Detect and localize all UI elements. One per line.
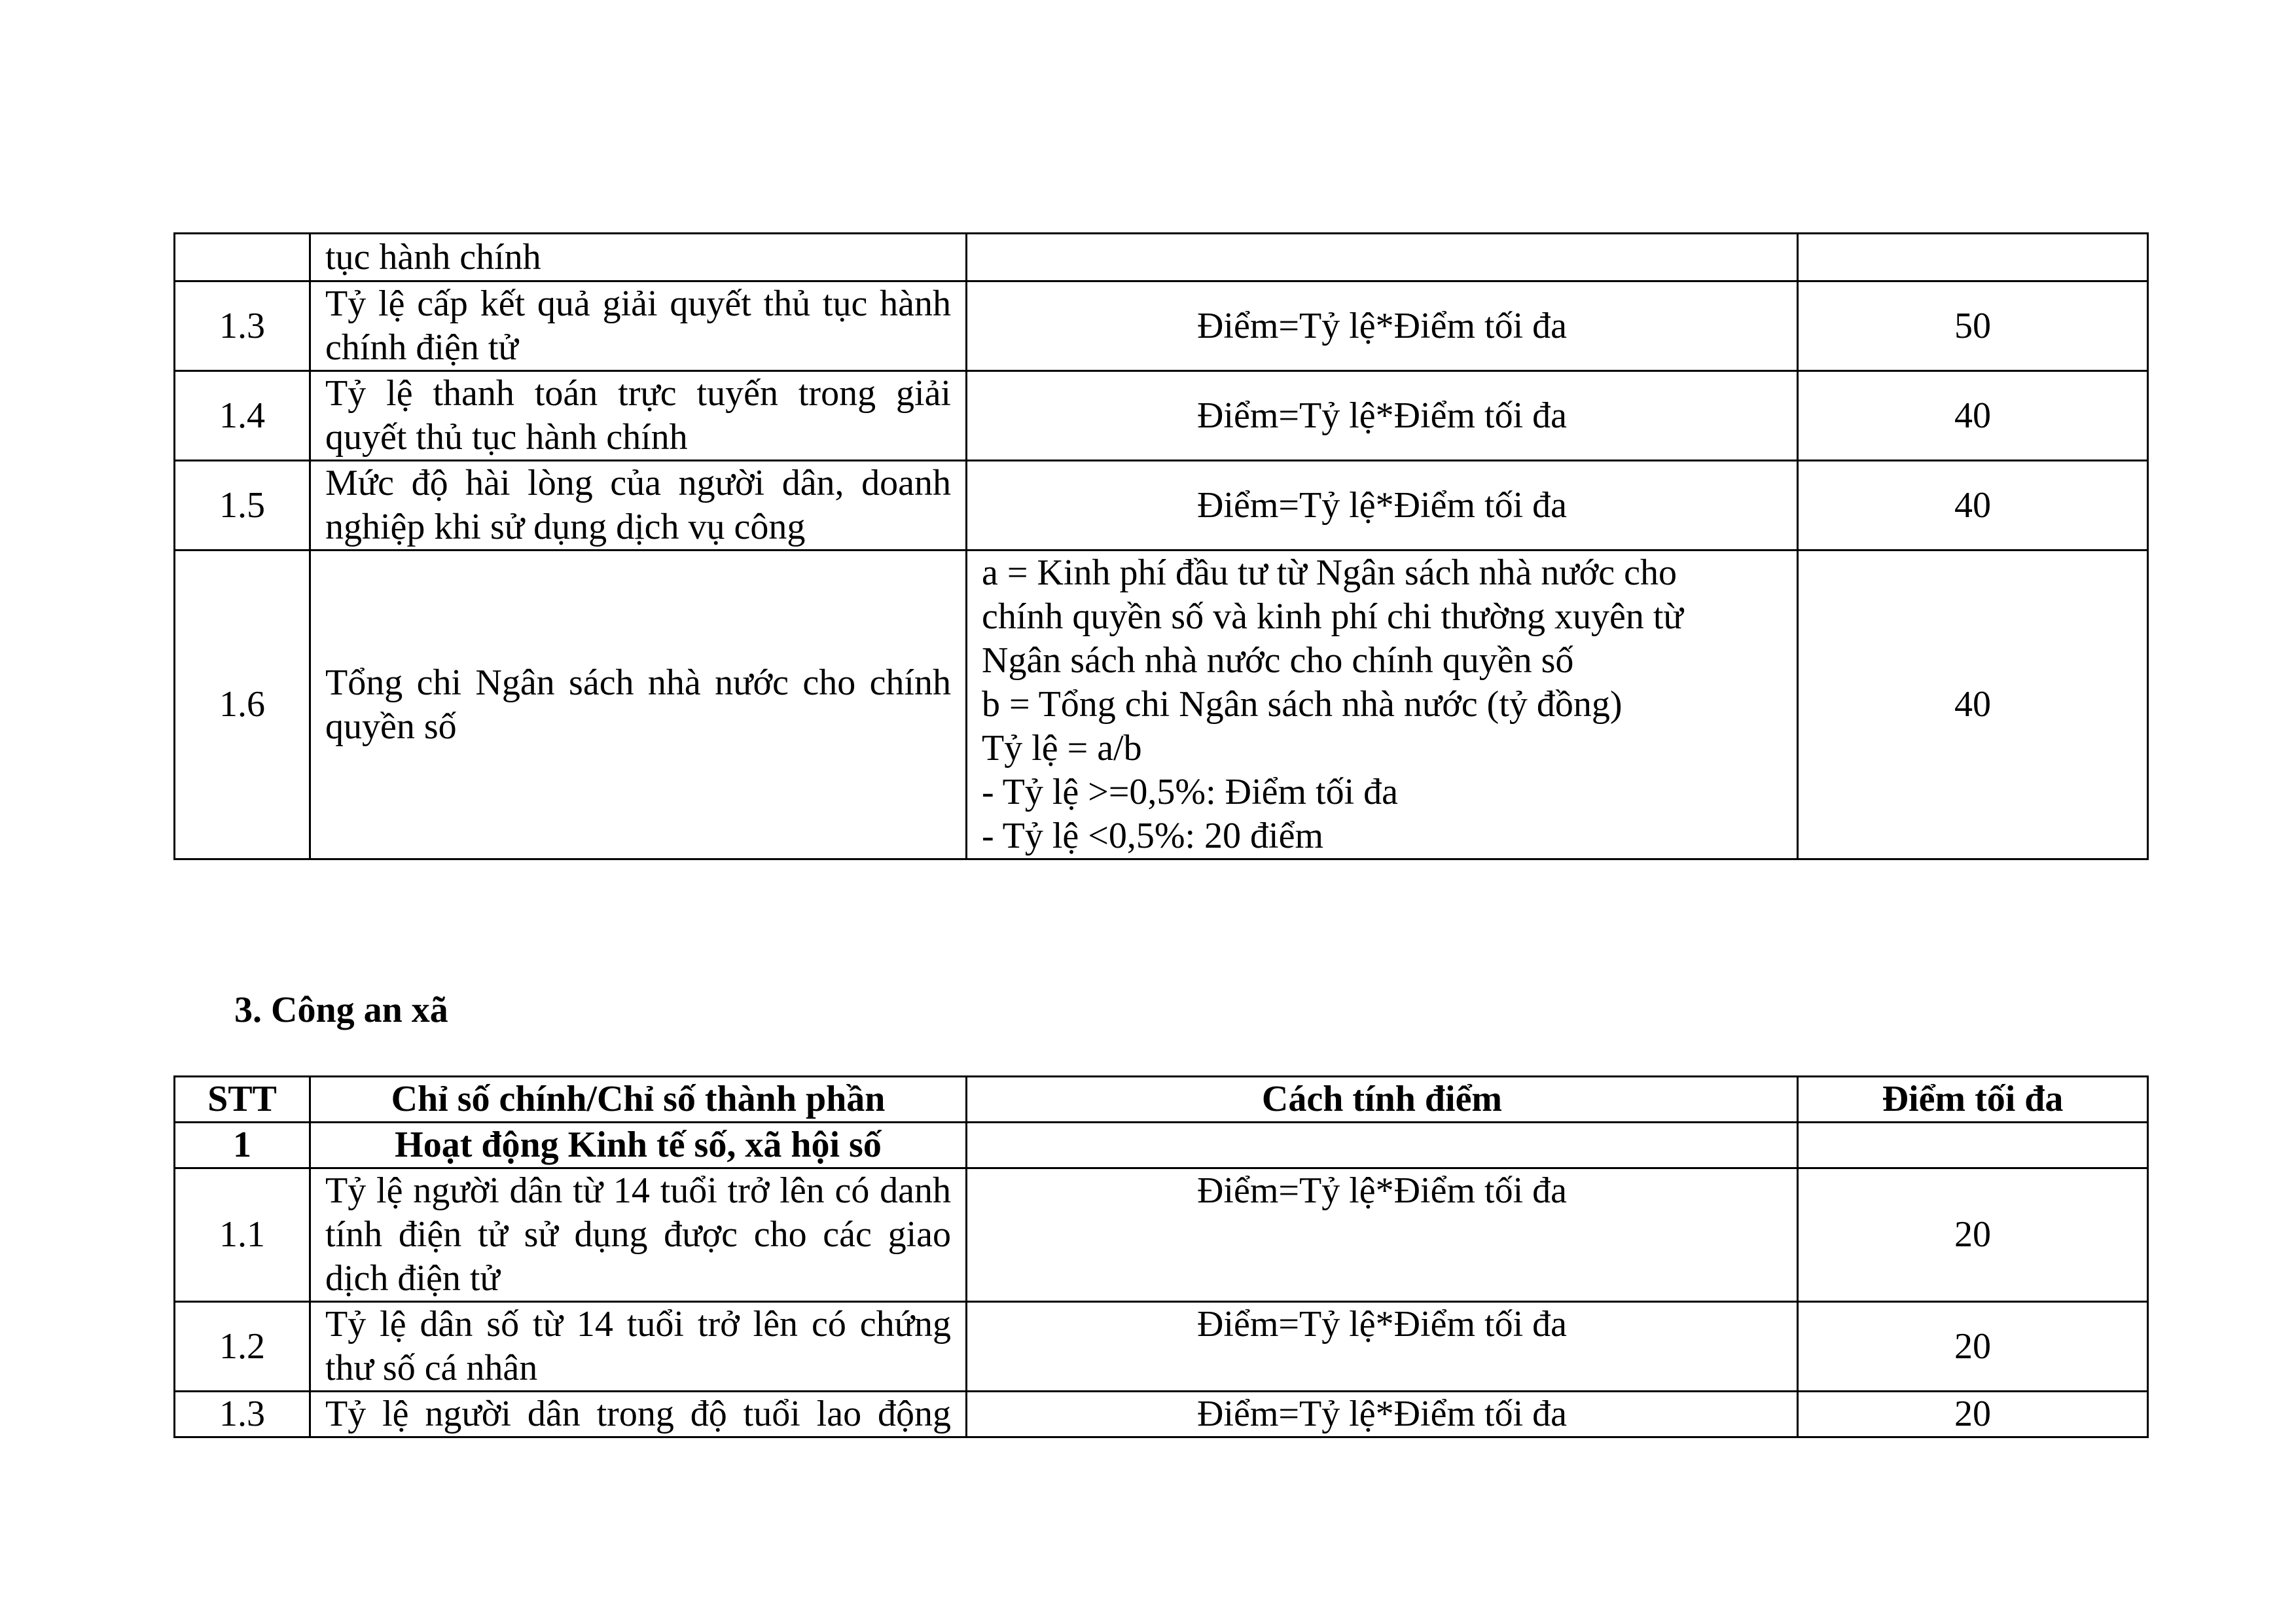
- formula-cell: Điểm=Tỷ lệ*Điểm tối đa: [967, 1302, 1798, 1392]
- formula-line: - Tỷ lệ <0,5%: 20 điểm: [982, 816, 1324, 856]
- stt-cell: [175, 234, 310, 281]
- max-score-cell: 40: [1798, 550, 2148, 859]
- max-score-cell: 40: [1798, 461, 2148, 550]
- table-header-row: [175, 1077, 2148, 1123]
- formula-cell: Điểm=Tỷ lệ*Điểm tối đa: [967, 371, 1798, 461]
- table-row: [175, 281, 2148, 371]
- stt-cell: 1.3: [175, 1392, 310, 1437]
- scoring-table-commune-police: [173, 1075, 2149, 1438]
- stt-cell: 1.3: [175, 281, 310, 371]
- formula-line: Ngân sách nhà nước cho chính quyền số: [982, 640, 1574, 681]
- formula-cell: [967, 1123, 1798, 1168]
- formula-cell: Điểm=Tỷ lệ*Điểm tối đa: [967, 281, 1798, 371]
- indicator-cell: Tổng chi Ngân sách nhà nước cho chính quyền số: [310, 550, 967, 859]
- formula-cell: Điểm=Tỷ lệ*Điểm tối đa: [967, 1392, 1798, 1437]
- formula-line: b = Tổng chi Ngân sách nhà nước (tỷ đồng): [982, 684, 1623, 725]
- header-stt: STT: [175, 1077, 310, 1123]
- table-row: [175, 1123, 2148, 1168]
- formula-cell: [967, 550, 1798, 859]
- header-max-score: Điểm tối đa: [1798, 1077, 2148, 1123]
- formula-line: - Tỷ lệ >=0,5%: Điểm tối đa: [982, 772, 1399, 812]
- indicator-cell: Mức độ hài lòng của người dân, doanh nghiệp khi sử dụng dịch vụ công: [310, 461, 967, 550]
- max-score-cell: 20: [1798, 1392, 2148, 1437]
- indicator-group-cell: Hoạt động Kinh tế số, xã hội số: [310, 1123, 967, 1168]
- table-row: [175, 234, 2148, 281]
- indicator-cell: Tỷ lệ dân số từ 14 tuổi trở lên có chứng thư số cá nhân: [310, 1302, 967, 1392]
- table-row: [175, 550, 2148, 859]
- formula-line: chính quyền số và kinh phí chi thường xuyên từ: [982, 596, 1683, 637]
- stt-cell: 1: [175, 1123, 310, 1168]
- formula-cell: [967, 234, 1798, 281]
- formula-line: a = Kinh phí đầu tư từ Ngân sách nhà nước cho: [982, 552, 1677, 593]
- indicator-cell: Tỷ lệ cấp kết quả giải quyết thủ tục hành chính điện tử: [310, 281, 967, 371]
- stt-cell: 1.6: [175, 550, 310, 859]
- formula-cell: Điểm=Tỷ lệ*Điểm tối đa: [967, 1168, 1798, 1302]
- header-indicator: Chỉ số chính/Chỉ số thành phần: [310, 1077, 967, 1123]
- indicator-cell: Tỷ lệ người dân trong độ tuổi lao động: [310, 1392, 967, 1437]
- stt-cell: 1.5: [175, 461, 310, 550]
- max-score-cell: [1798, 234, 2148, 281]
- stt-cell: 1.4: [175, 371, 310, 461]
- max-score-cell: 20: [1798, 1302, 2148, 1392]
- max-score-cell: 40: [1798, 371, 2148, 461]
- indicator-cell: Tỷ lệ thanh toán trực tuyến trong giải quyết thủ tục hành chính: [310, 371, 967, 461]
- max-score-cell: 50: [1798, 281, 2148, 371]
- indicator-cell: tục hành chính: [310, 234, 967, 281]
- table-row: [175, 1168, 2148, 1302]
- stt-cell: 1.1: [175, 1168, 310, 1302]
- indicator-cell: Tỷ lệ người dân từ 14 tuổi trở lên có danh tính điện tử sử dụng được cho các giao dịch điện tử: [310, 1168, 967, 1302]
- formula-line: Tỷ lệ = a/b: [982, 728, 1142, 768]
- section-heading: 3. Công an xã: [234, 990, 448, 1030]
- max-score-cell: 20: [1798, 1168, 2148, 1302]
- max-score-cell: [1798, 1123, 2148, 1168]
- header-formula: Cách tính điểm: [967, 1077, 1798, 1123]
- stt-cell: 1.2: [175, 1302, 310, 1392]
- table-row: [175, 461, 2148, 550]
- scoring-table-continued: [173, 232, 2149, 860]
- formula-cell: Điểm=Tỷ lệ*Điểm tối đa: [967, 461, 1798, 550]
- table-row: [175, 1392, 2148, 1437]
- table-row: [175, 1302, 2148, 1392]
- table-row: [175, 371, 2148, 461]
